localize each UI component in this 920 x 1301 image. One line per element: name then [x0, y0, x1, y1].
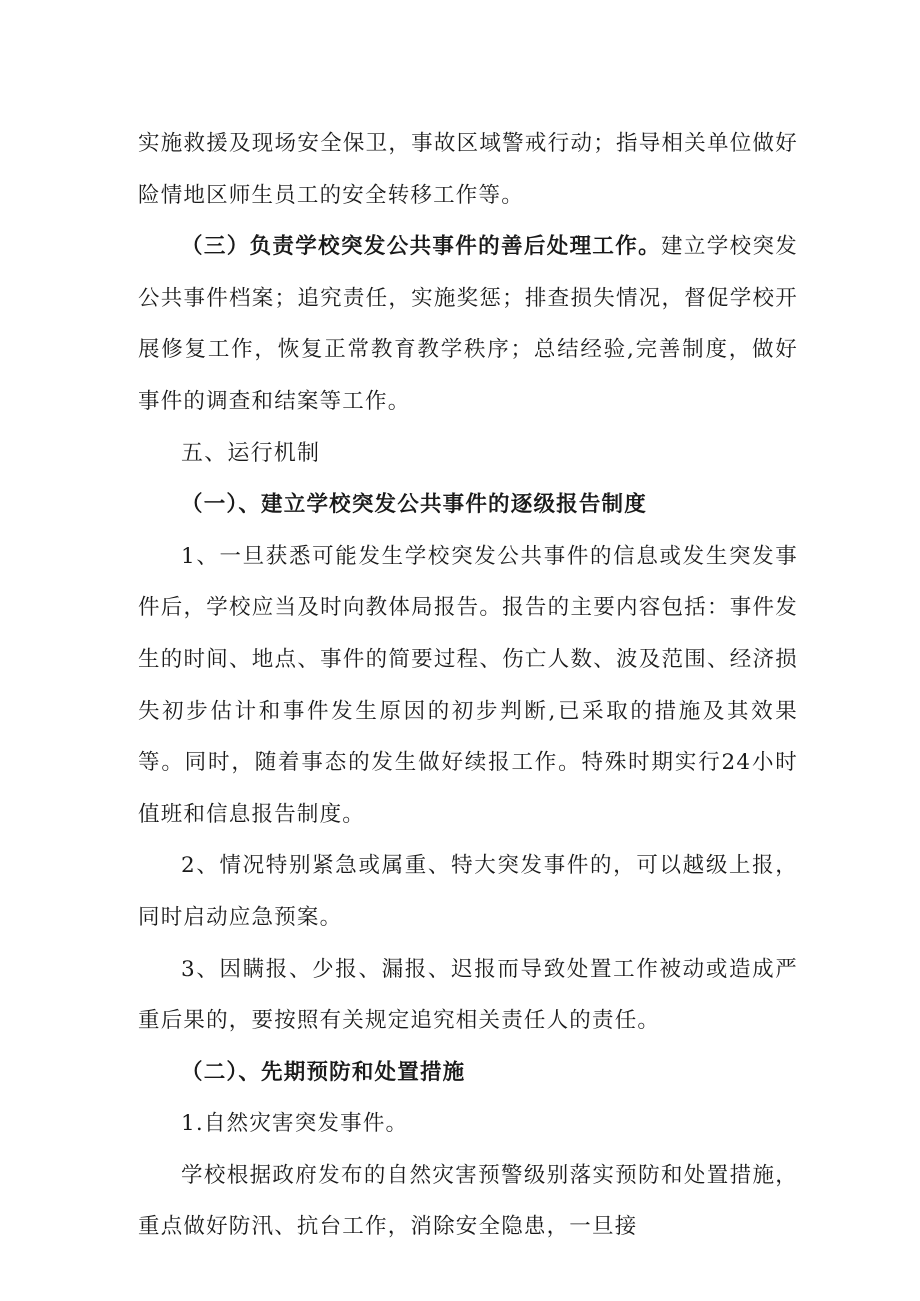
- paragraph-aftermath-lead: （三）负责学校突发公共事件的善后处理工作。: [181, 234, 662, 260]
- paragraph-natural-disaster-body: 学校根据政府发布的自然灾害预警级别落实预防和处置措施，重点做好防汛、抗台工作，消除安全隐患，一旦接: [138, 1162, 798, 1240]
- paragraph-report-item-2: 2、情况特别紧急或属重、特大突发事件的，可以越级上报，同时启动应急预案。: [138, 853, 798, 930]
- subsection-title-reporting: （一）、建立学校突发公共事件的逐级报告制度: [181, 492, 647, 518]
- paragraph-aftermath: [138, 221, 798, 427]
- paragraph-report-item-3: 3、因瞒报、少报、漏报、迟报而导致处置工作被动或造成严重后果的，要按照有关规定追究相关责任人的责任。: [138, 956, 798, 1034]
- subsection-title-prevention: （二）、先期预防和处置措施: [181, 1059, 466, 1085]
- paragraph-rescue: 实施救援及现场安全保卫，事故区域警戒行动；指导相关单位做好险情地区师生员工的安全转移工作等。: [138, 131, 798, 208]
- paragraph-aftermath-body: 建立学校突发公共事件档案；追究责任，实施奖惩；排查损失情况，督促学校开展修复工作，恢复正常教育教学秩序；总结经验,完善制度，做好事件的调查和结案等工作。: [138, 234, 799, 414]
- paragraph-report-item-1: 1、一旦获悉可能发生学校突发公共事件的信息或发生突发事件后，学校应当及时向教体局报告。报告的主要内容包括：事件发生的时间、地点、事件的简要过程、伤亡人数、波及范围、经济损失初步估计和事件发生原因的初步判断,已采取的措施及其效果等。同时，随着事态的发生做好续报工作。特殊时期实行24小时值班和信息报告制度。: [138, 543, 798, 827]
- document-page: [138, 118, 798, 1253]
- section-title-operation: 五、运行机制: [181, 440, 321, 466]
- paragraph-natural-disaster-title: 1.自然灾害突发事件。: [181, 1111, 409, 1137]
